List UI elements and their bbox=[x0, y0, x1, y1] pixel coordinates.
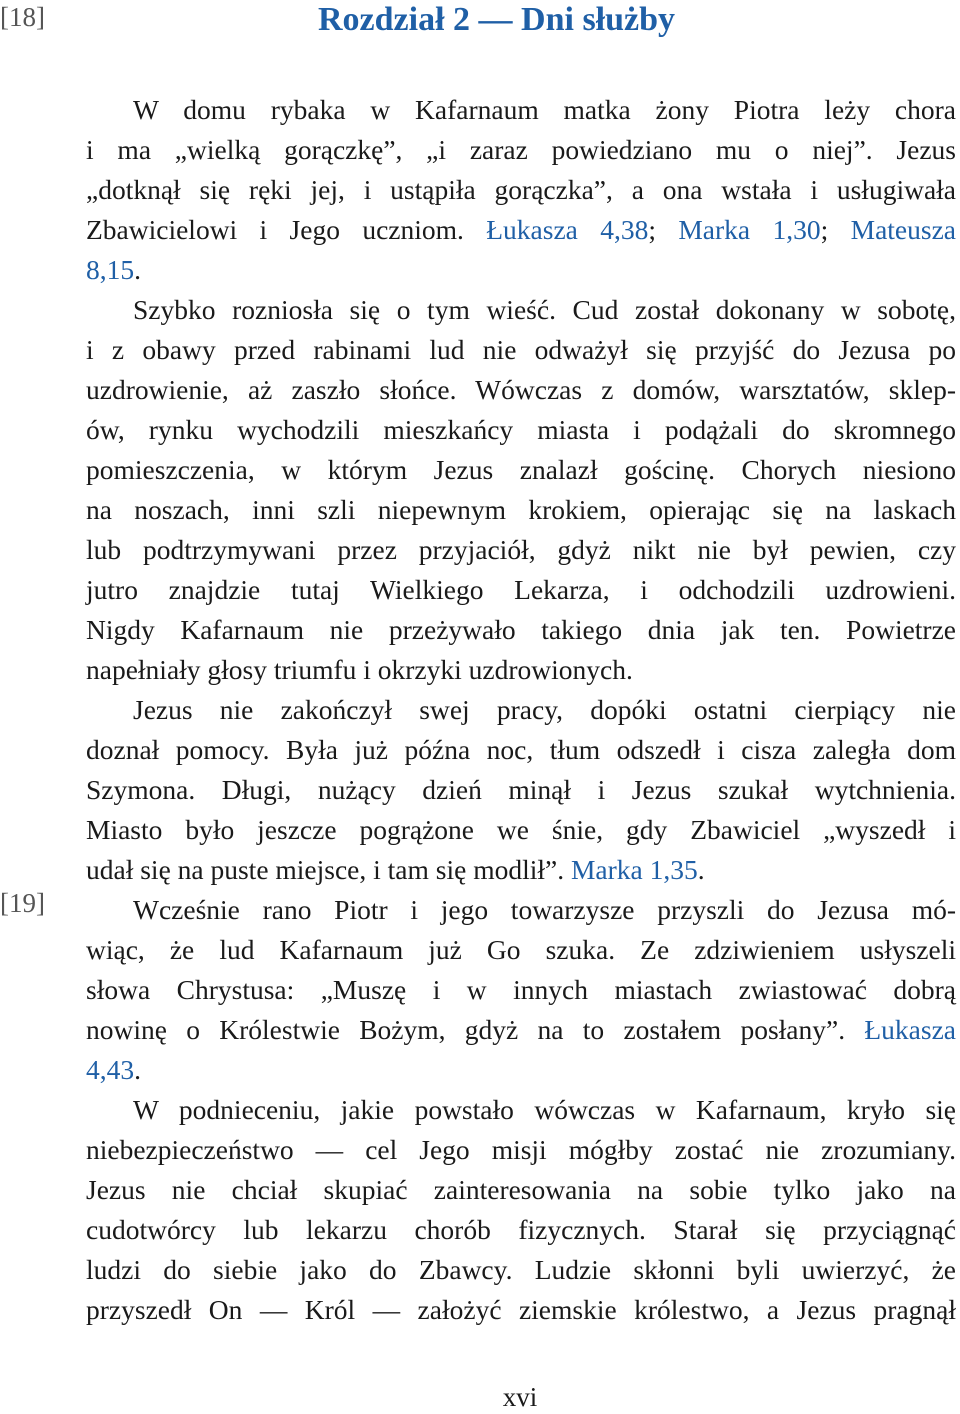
text-line: niebezpieczeństwo — cel Jego misji mógłby zostać nie zrozumiany. bbox=[86, 1134, 956, 1165]
text-line bbox=[86, 210, 956, 250]
text-line bbox=[86, 1050, 956, 1090]
text-line: W podnieceniu, jakie powstało wówczas w Kafarnaum, kryło się bbox=[133, 1094, 956, 1125]
text-line: Wcześnie rano Piotr i jego towarzysze przyszli do Jezusa mó- bbox=[133, 894, 956, 925]
text-line: ów, rynku wychodzili mieszkańcy miasta i podążali do skromnego bbox=[86, 414, 956, 445]
text-line: cudotwórcy lub lekarzu chorób fizycznych. Starał się przyciągnąć bbox=[86, 1214, 956, 1245]
scripture-reference-link[interactable]: 4,43 bbox=[86, 1054, 135, 1085]
text-line: ludzi do siebie jako do Zbawcy. Ludzie skłonni byli uwierzyć, że bbox=[86, 1254, 956, 1285]
text-line: i z obawy przed rabinami lud nie odważył się przyjść do Jezusa po bbox=[86, 334, 956, 365]
text-line: na noszach, inni szli niepewnym krokiem, opierając się na laskach bbox=[86, 494, 956, 525]
text-span: nowinę o Królestwie Bożym, gdyż na to zostałem posłany”. bbox=[86, 1014, 846, 1045]
text-line: doznał pomocy. Była już późna noc, tłum odszedł i cisza zaległa dom bbox=[86, 734, 956, 765]
page-marker-18: [18] bbox=[0, 2, 45, 32]
text-span: Zbawicielowi i Jego uczniom. bbox=[86, 214, 464, 245]
text-line: Nigdy Kafarnaum nie przeżywało takiego dnia jak ten. Powietrze bbox=[86, 614, 956, 645]
text-line: lub podtrzymywani przez przyjaciół, gdyż nikt nie był pewien, czy bbox=[86, 534, 956, 565]
text-line: uzdrowienie, aż zaszło słońce. Wówczas z domów, warsztatów, sklep- bbox=[86, 374, 956, 405]
text-line: Jezus nie chciał skupiać zainteresowania na sobie tylko jako na bbox=[86, 1174, 956, 1205]
text-line: napełniały głosy triumfu i okrzyki uzdrowionych. bbox=[86, 654, 633, 685]
text-line: „dotknął się ręki jej, i ustąpiła gorączka”, a ona wstała i usługiwała bbox=[86, 174, 956, 205]
text-line bbox=[86, 850, 956, 890]
scripture-reference-link[interactable]: Łukasza bbox=[864, 1014, 956, 1045]
text-line: słowa Chrystusa: „Muszę i w innych miastach zwiastować dobrą bbox=[86, 974, 956, 1005]
text-span: . bbox=[697, 854, 705, 885]
text-line: Jezus nie zakończył swej pracy, dopóki ostatni cierpiący nie bbox=[133, 694, 956, 725]
text-span: udał się na puste miejsce, i tam się modlił”. bbox=[86, 854, 565, 885]
text-line: wiąc, że lud Kafarnaum już Go szuka. Ze zdziwieniem usłyszeli bbox=[86, 934, 956, 965]
scripture-reference-link[interactable]: Marka 1,35 bbox=[570, 854, 698, 885]
separator: ; bbox=[820, 214, 829, 245]
text-line: W domu rybaka w Kafarnaum matka żony Piotra leży chora bbox=[133, 94, 956, 125]
scripture-reference-link[interactable]: 8,15 bbox=[86, 254, 135, 285]
text-line: Szymona. Długi, nużący dzień minął i Jezus szukał wytchnienia. bbox=[86, 774, 956, 805]
text-span: . bbox=[134, 1054, 141, 1085]
text-line: i ma „wielką gorączkę”, „i zaraz powiedziano mu o niej”. Jezus bbox=[86, 134, 956, 165]
scripture-reference-link[interactable]: Marka 1,30 bbox=[678, 214, 821, 245]
text-line: pomieszczenia, w którym Jezus znalazł gościnę. Chorych niesiono bbox=[86, 454, 956, 485]
scripture-reference-link[interactable]: Mateusza bbox=[850, 214, 956, 245]
text-line bbox=[86, 1010, 956, 1050]
scripture-reference-link[interactable]: Łukasza 4,38 bbox=[486, 214, 649, 245]
text-line: przyszedł On — Król — założyć ziemskie królestwo, a Jezus pragnął bbox=[86, 1294, 956, 1325]
text-line bbox=[86, 250, 956, 290]
chapter-title: Rozdział 2 — Dni służby bbox=[318, 1, 676, 38]
text-span: . bbox=[134, 254, 141, 285]
page-marker-19: [19] bbox=[0, 888, 45, 918]
text-line: jutro znajdzie tutaj Wielkiego Lekarza, i odchodzili uzdrowieni. bbox=[86, 574, 956, 605]
text-line: Miasto było jeszcze pogrążone we śnie, gdy Zbawiciel „wyszedł i bbox=[86, 814, 956, 845]
page-number: xvi bbox=[502, 1382, 538, 1412]
text-line: Szybko rozniosła się o tym wieść. Cud został dokonany w sobotę, bbox=[133, 294, 956, 325]
separator: ; bbox=[648, 214, 656, 245]
